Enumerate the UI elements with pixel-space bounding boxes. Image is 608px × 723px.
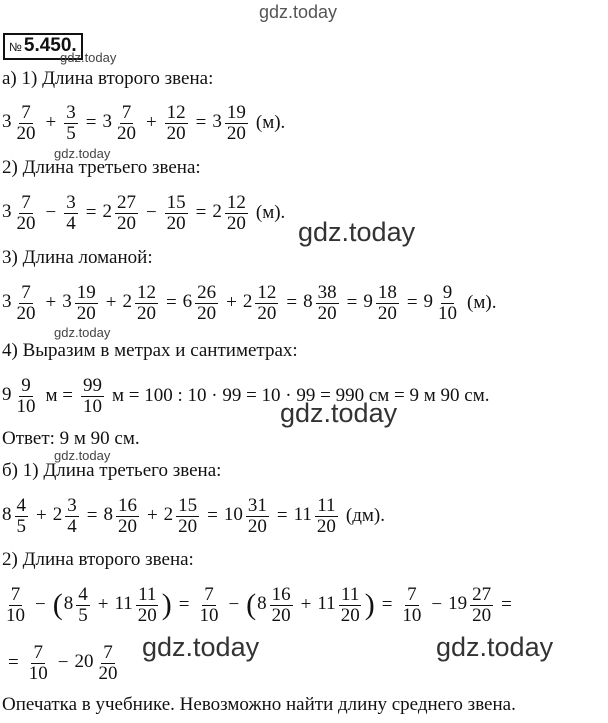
numerator: 26 (197, 281, 217, 303)
problem-number: 5.450. (23, 35, 77, 56)
parenthesis: ( (52, 588, 63, 621)
whole-part: 8 (2, 504, 12, 526)
denominator: 20 (317, 302, 337, 324)
parenthesis: ) (364, 588, 375, 621)
fraction-body (76, 585, 90, 626)
part-b-step2-equation-cont (2, 636, 121, 690)
fraction (195, 585, 222, 626)
whole-part: 6 (182, 291, 193, 313)
fraction-body (197, 585, 220, 626)
fraction-body (270, 585, 293, 626)
numerator: 7 (33, 641, 43, 663)
whole-part: 20 (74, 651, 94, 673)
mixed-number (103, 496, 141, 537)
operator: = (207, 505, 218, 526)
operator: = (195, 112, 207, 133)
numerator: 12 (166, 101, 186, 123)
denominator: 20 (16, 302, 36, 324)
operator: − (228, 594, 240, 615)
denominator: 5 (78, 604, 88, 626)
mixed-number (243, 283, 281, 324)
numerator: 7 (21, 101, 31, 123)
fraction-body (96, 643, 119, 684)
fraction-body (376, 283, 399, 324)
whole-part: 8 (257, 593, 267, 615)
fraction-body (470, 585, 493, 626)
mixed-number (2, 193, 40, 234)
denominator: 20 (257, 302, 277, 324)
part-a-step3-title: 3) Длина ломаной: (2, 247, 153, 268)
numerator: 15 (166, 191, 186, 213)
unit-label: (дм). (345, 505, 385, 526)
watermark-small: gdz.today (54, 448, 111, 463)
numerator: 11 (138, 583, 157, 605)
numerator: 7 (121, 101, 132, 123)
denominator: 10 (199, 604, 219, 626)
denominator: 20 (178, 515, 198, 537)
denominator: 5 (16, 515, 26, 537)
numerator: 38 (317, 281, 337, 303)
numerator: 12 (226, 191, 246, 213)
denominator: 4 (66, 212, 76, 234)
numerator: 7 (407, 583, 417, 605)
whole-part: 11 (293, 504, 312, 526)
fraction-body (115, 193, 138, 234)
fraction-body (27, 643, 50, 684)
fraction (25, 643, 52, 684)
fraction-body (136, 585, 159, 626)
fraction-body (15, 193, 38, 234)
denominator: 10 (438, 302, 458, 324)
fraction-body (315, 496, 338, 537)
fraction (163, 193, 190, 234)
operator: = (86, 505, 98, 526)
whole-part: 2 (163, 504, 174, 526)
denominator: 10 (6, 604, 25, 626)
equation-text: м = 100 : 10 · 99 = 10 · 99 = 990 см = 9 м 90 см. (112, 385, 490, 406)
whole-part: 3 (2, 291, 12, 313)
unit-label: (м). (255, 202, 286, 223)
denominator: 20 (472, 604, 492, 626)
operator: = (85, 202, 97, 223)
part-b-step2-title: 2) Длина второго звена: (2, 549, 194, 570)
denominator: 20 (340, 604, 360, 626)
fraction-body (225, 193, 248, 234)
numerator: 27 (472, 583, 492, 605)
operator: − (145, 202, 157, 223)
operator: + (45, 292, 57, 313)
numerator: 3 (67, 494, 77, 516)
denominator: 20 (116, 122, 136, 144)
numerator: 11 (317, 494, 336, 516)
mixed-number (114, 585, 160, 626)
part-a-step3-equation (2, 276, 496, 330)
operator: − (431, 594, 443, 615)
fraction-body (225, 103, 248, 144)
parenthesis: ( (246, 588, 257, 621)
part-b-step1-title: б) 1) Длина третьего звена: (2, 460, 222, 481)
mixed-number (317, 585, 363, 626)
denominator: 20 (166, 212, 186, 234)
fraction (62, 193, 80, 234)
operator: = (381, 594, 393, 615)
whole-part: 9 (363, 291, 373, 313)
operator: + (300, 594, 312, 615)
numerator: 19 (226, 101, 246, 123)
equation-text: м = (45, 385, 73, 406)
part-b-step2-equation (2, 578, 518, 632)
numerator: 7 (204, 583, 214, 605)
operator: = (346, 292, 358, 313)
numerator: 16 (271, 583, 291, 605)
whole-part: 19 (448, 593, 468, 615)
fraction-body (339, 585, 362, 626)
numerator: 9 (442, 281, 453, 303)
fraction-body (15, 496, 29, 537)
operator: = (85, 112, 97, 133)
operator: = (276, 505, 288, 526)
whole-part: 11 (114, 593, 133, 615)
mixed-number (303, 283, 341, 324)
whole-part: 2 (242, 291, 253, 313)
whole-part: 3 (102, 111, 112, 133)
numerator: 18 (377, 281, 397, 303)
operator: = (178, 594, 190, 615)
operator: − (57, 652, 69, 673)
mixed-number (363, 283, 401, 324)
denominator: 20 (316, 515, 336, 537)
fraction-body (15, 376, 38, 417)
fraction (79, 376, 106, 417)
numerator: 3 (66, 191, 76, 213)
fraction-body (65, 496, 79, 537)
denominator: 20 (137, 604, 157, 626)
fraction-body (436, 283, 459, 324)
operator: + (146, 505, 158, 526)
numerator: 3 (66, 101, 76, 123)
denominator: 20 (98, 662, 118, 684)
fraction-body (75, 283, 98, 324)
fraction-body (81, 376, 104, 417)
fraction-body (165, 103, 188, 144)
denominator: 10 (16, 395, 36, 417)
fraction-body (64, 193, 78, 234)
whole-part: 2 (52, 504, 63, 526)
mixed-number (102, 103, 140, 144)
denominator: 20 (166, 122, 186, 144)
mixed-number (102, 193, 140, 234)
mixed-number (448, 585, 495, 626)
denominator: 10 (28, 662, 48, 684)
unit-label: (м). (467, 292, 497, 313)
fraction-body (246, 496, 269, 537)
fraction-body (135, 283, 158, 324)
fraction-body (115, 103, 138, 144)
parenthesis: ) (161, 588, 172, 621)
whole-part: 9 (423, 291, 434, 313)
fraction (398, 585, 425, 626)
mixed-number (64, 585, 92, 626)
numerator: 4 (78, 583, 88, 605)
fraction-body (15, 103, 38, 144)
whole-part: 8 (103, 504, 113, 526)
denominator: 20 (226, 122, 246, 144)
mixed-number (53, 496, 81, 537)
watermark-big: gdz.today (280, 398, 398, 428)
operator: + (45, 112, 57, 133)
numerator: 19 (76, 281, 96, 303)
denominator: 20 (271, 604, 291, 626)
mixed-number (2, 496, 30, 537)
denominator: 20 (377, 302, 397, 324)
denominator: 5 (66, 122, 76, 144)
part-a-answer: Ответ: 9 м 90 см. (2, 428, 140, 449)
mixed-number (224, 496, 271, 537)
whole-part: 11 (317, 593, 336, 615)
operator: − (45, 202, 57, 223)
whole-part: 8 (63, 593, 74, 615)
denominator: 20 (76, 302, 96, 324)
fraction-body (165, 193, 188, 234)
fraction-body (15, 283, 38, 324)
operator: − (35, 594, 46, 615)
part-a-step2-title: 2) Длина третьего звена: (2, 157, 201, 178)
operator: = (195, 202, 207, 223)
whole-part: 3 (2, 111, 12, 133)
mixed-number (62, 283, 100, 324)
whole-part: 2 (212, 201, 222, 223)
mixed-number (74, 643, 121, 684)
fraction (163, 103, 190, 144)
fraction-body (4, 585, 27, 626)
watermark-top: gdz.today (259, 2, 338, 22)
numerator: 31 (247, 494, 267, 516)
mixed-number (294, 496, 340, 537)
numerator: 12 (257, 281, 277, 303)
denominator: 20 (247, 515, 267, 537)
denominator: 20 (136, 302, 156, 324)
denominator: 20 (197, 302, 217, 324)
denominator: 20 (116, 212, 136, 234)
number-sign: № (9, 40, 22, 54)
denominator: 20 (226, 212, 246, 234)
numerator: 9 (21, 374, 31, 396)
operator: = (286, 292, 298, 313)
numerator: 11 (341, 583, 360, 605)
part-a-step4-title: 4) Выразим в метрах и сантиметрах: (2, 340, 298, 361)
operator: + (36, 505, 47, 526)
numerator: 7 (21, 281, 31, 303)
part-a-step1-title: а) 1) Длина второго звена: (2, 68, 214, 89)
whole-part: 2 (102, 201, 112, 223)
numerator: 12 (136, 281, 156, 303)
numerator: 7 (103, 641, 113, 663)
denominator: 10 (83, 395, 102, 417)
numerator: 16 (117, 494, 137, 516)
whole-part: 10 (223, 504, 243, 526)
fraction-body (255, 283, 278, 324)
mixed-number (164, 496, 202, 537)
watermark-big: gdz.today (142, 632, 260, 662)
denominator: 20 (16, 122, 36, 144)
denominator: 20 (16, 212, 36, 234)
part-a-step1-equation (2, 96, 285, 150)
fraction (62, 103, 80, 144)
fraction (2, 585, 29, 626)
numerator: 7 (10, 583, 21, 605)
mixed-number (212, 103, 250, 144)
whole-part: 3 (212, 111, 222, 133)
fraction-body (316, 283, 339, 324)
mixed-number (2, 283, 40, 324)
mixed-number (183, 283, 221, 324)
numerator: 7 (21, 191, 31, 213)
fraction-body (116, 496, 139, 537)
operator: = (8, 652, 19, 673)
numerator: 99 (83, 374, 102, 396)
operator: = (165, 292, 177, 313)
mixed-number (2, 376, 40, 417)
unit-label: (м). (255, 112, 286, 133)
whole-part: 3 (2, 201, 12, 223)
numerator: 27 (116, 191, 136, 213)
fraction-body (64, 103, 78, 144)
watermark-big: gdz.today (298, 217, 416, 247)
fraction-body (176, 496, 199, 537)
mixed-number (122, 283, 160, 324)
operator: = (406, 292, 418, 313)
part-a-step2-equation (2, 186, 285, 240)
mixed-number (424, 283, 462, 324)
whole-part: 8 (303, 291, 313, 313)
operator: + (145, 112, 157, 133)
denominator: 4 (67, 515, 77, 537)
watermark-small: gdz.today (54, 325, 111, 340)
mixed-number (257, 585, 295, 626)
numerator: 15 (178, 494, 198, 516)
fraction-body (195, 283, 218, 324)
whole-part: 3 (62, 291, 72, 313)
operator: + (105, 292, 117, 313)
denominator: 10 (402, 604, 422, 626)
part-b-note: Опечатка в учебнике. Невозможно найти длину среднего звена. (2, 694, 516, 715)
operator: = (501, 594, 512, 615)
watermark-small: gdz.today (54, 146, 111, 161)
mixed-number (2, 103, 40, 144)
mixed-number (212, 193, 250, 234)
operator: + (97, 594, 109, 615)
numerator: 4 (16, 494, 26, 516)
watermark-big: gdz.today (436, 632, 554, 662)
denominator: 20 (117, 515, 137, 537)
operator: + (226, 292, 237, 313)
whole-part: 2 (122, 291, 132, 313)
watermark-small: gdz.today (60, 50, 117, 65)
fraction-body (400, 585, 423, 626)
part-a-step4-equation (2, 369, 496, 423)
whole-part: 9 (2, 384, 12, 406)
part-b-step1-equation (2, 489, 385, 543)
